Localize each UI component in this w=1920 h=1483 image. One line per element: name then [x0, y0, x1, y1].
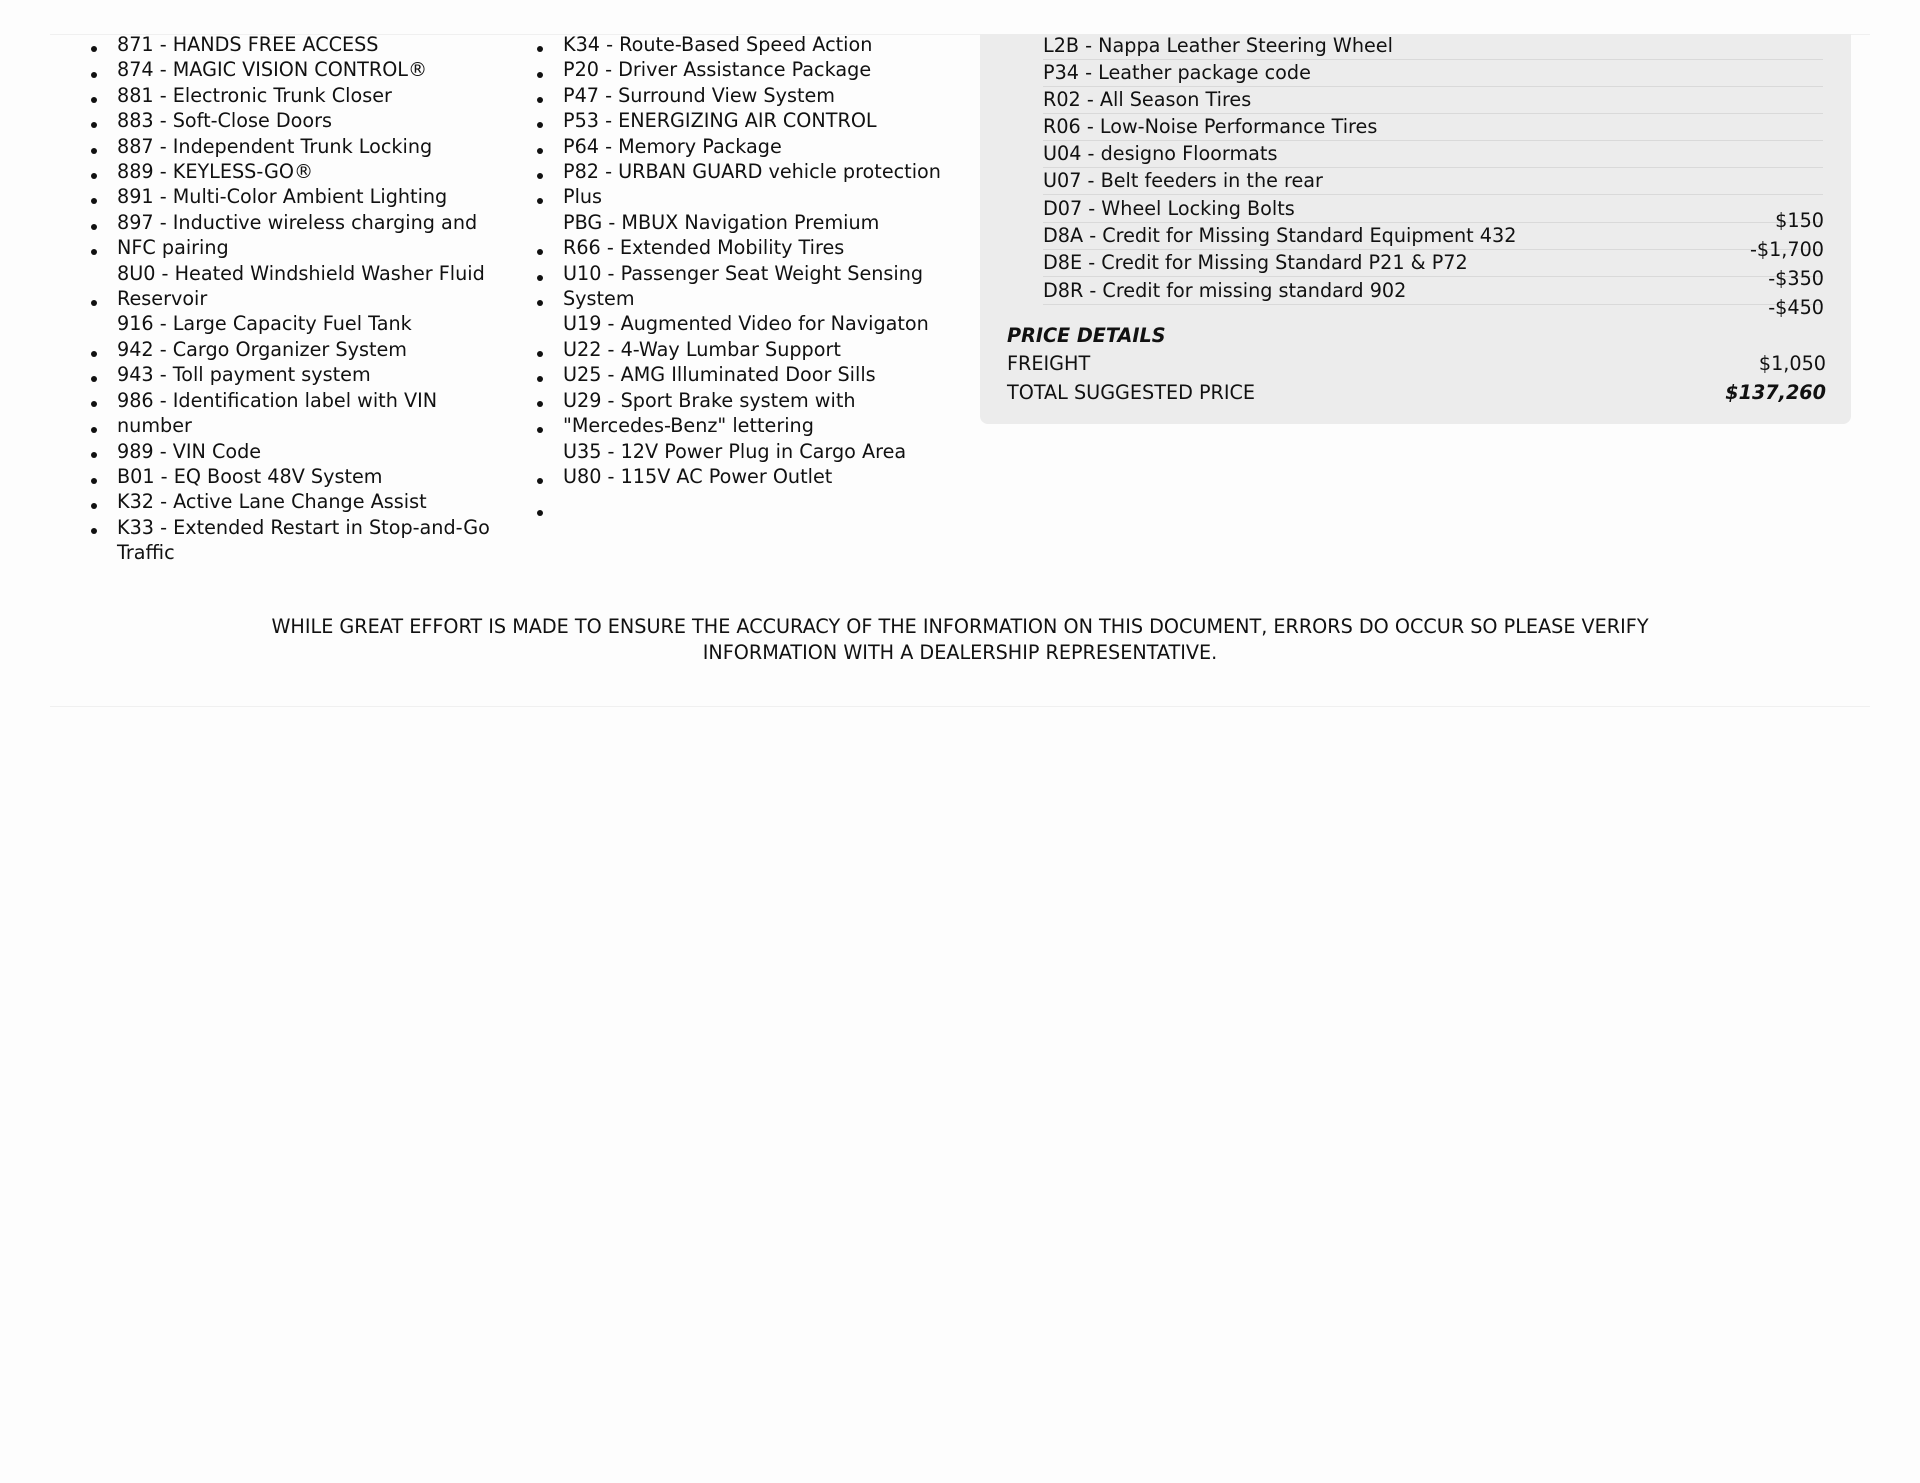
bullet-icon: [537, 275, 543, 281]
price-option-row: R06 - Low-Noise Performance Tires: [1043, 113, 1823, 141]
bullet-icon: [537, 46, 543, 52]
freight-row: [1007, 350, 1826, 378]
option-item: 891 - Multi-Color Ambient Lighting: [117, 185, 448, 209]
bullet-icon: [91, 173, 97, 179]
total-price-value: $137,260: [1725, 381, 1826, 404]
option-item: U29 - Sport Brake system with "Mercedes-Benz" lettering: [563, 388, 856, 438]
total-price-label: TOTAL SUGGESTED PRICE: [1007, 381, 1256, 404]
total-price-row: [1007, 379, 1826, 407]
bullet-icon: [91, 46, 97, 52]
bullet-icon: [537, 249, 543, 255]
disclaimer-line-2: INFORMATION WITH A DEALERSHIP REPRESENTATIVE.: [702, 640, 1218, 664]
options-list-col2: [563, 32, 956, 489]
disclaimer-line-1: WHILE GREAT EFFORT IS MADE TO ENSURE THE ACCURACY OF THE INFORMATION ON THIS DOCUMENT, ERRORS DO OCCUR SO PLEASE VERIFY: [271, 615, 1649, 638]
option-item: 989 - VIN Code: [117, 439, 262, 463]
bullet-icon: [91, 249, 97, 255]
bullet-icon: [537, 300, 543, 306]
option-item: P20 - Driver Assistance Package: [563, 58, 872, 82]
bullet-icon: [91, 97, 97, 103]
bullet-icon: [537, 401, 543, 407]
bullet-icon: [91, 528, 97, 534]
freight-value: $1,050: [1758, 352, 1826, 375]
bullet-icon: [537, 148, 543, 154]
price-details-title: PRICE DETAILS: [1007, 324, 1166, 347]
price-value: -$450: [1768, 296, 1824, 319]
bottom-divider: [50, 706, 1870, 707]
price-option-row: U07 - Belt feeders in the rear: [1043, 167, 1823, 195]
price-option-row: R02 - All Season Tires: [1043, 86, 1823, 114]
bullet-icon: [537, 478, 543, 484]
bullet-icon: [91, 148, 97, 154]
price-option-row: D8A - Credit for Missing Standard Equipment 432: [1043, 222, 1823, 250]
options-list-col1: [117, 32, 510, 566]
option-item: P47 - Surround View System: [563, 83, 835, 107]
option-item: P82 - URBAN GUARD vehicle protection Plus: [563, 160, 941, 209]
option-item: U35 - 12V Power Plug in Cargo Area: [563, 439, 907, 463]
option-item: 943 - Toll payment system: [117, 363, 371, 387]
bullet-icon: [537, 97, 543, 103]
option-item: P53 - ENERGIZING AIR CONTROL: [563, 109, 877, 133]
option-item: R66 - Extended Mobility Tires: [563, 236, 845, 260]
option-item: 986 - Identification label with VIN number: [117, 388, 438, 438]
option-item: B01 - EQ Boost 48V System: [117, 464, 383, 488]
option-item: 883 - Soft-Close Doors: [117, 109, 333, 133]
option-item: 889 - KEYLESS-GO®: [117, 160, 314, 184]
option-item: 874 - MAGIC VISION CONTROL®: [117, 58, 428, 82]
price-option-row: L2B - Nappa Leather Steering Wheel: [1043, 32, 1823, 60]
bullet-icon: [91, 351, 97, 357]
option-item: U10 - Passenger Seat Weight Sensing System: [563, 261, 924, 311]
bullet-icon: [91, 401, 97, 407]
price-option-row: D07 - Wheel Locking Bolts: [1043, 195, 1823, 223]
bullet-icon: [91, 224, 97, 230]
option-item: U80 - 115V AC Power Outlet: [563, 464, 833, 488]
bullet-icon: [91, 300, 97, 306]
option-item: 916 - Large Capacity Fuel Tank: [117, 312, 412, 336]
price-value: $150: [1775, 209, 1824, 232]
bullet-icon: [91, 503, 97, 509]
bullet-icon: [537, 173, 543, 179]
bullet-icon: [91, 376, 97, 382]
price-option-row: D8R - Credit for missing standard 902: [1043, 277, 1823, 305]
option-item: 881 - Electronic Trunk Closer: [117, 83, 392, 107]
option-item: 8U0 - Heated Windshield Washer Fluid Reservoir: [117, 261, 485, 311]
price-option-row: D8E - Credit for Missing Standard P21 & P72: [1043, 249, 1823, 277]
option-item: K34 - Route-Based Speed Action: [563, 33, 873, 56]
bullet-icon: [91, 427, 97, 433]
price-option-row: U04 - designo Floormats: [1043, 140, 1823, 168]
option-item: 942 - Cargo Organizer System: [117, 337, 407, 361]
bullet-icon: [91, 478, 97, 484]
bullet-icon: [91, 122, 97, 128]
price-value: -$1,700: [1749, 238, 1824, 261]
option-item: K32 - Active Lane Change Assist: [117, 490, 427, 514]
option-item: 871 - HANDS FREE ACCESS: [117, 33, 379, 56]
bullet-icon: [537, 427, 543, 433]
bullet-icon: [537, 122, 543, 128]
option-item: 887 - Independent Trunk Locking: [117, 134, 433, 158]
bullet-icon: [91, 198, 97, 204]
option-item: U19 - Augmented Video for Navigaton: [563, 312, 929, 336]
option-item: U22 - 4-Way Lumbar Support: [563, 337, 841, 361]
bullet-icon: [91, 452, 97, 458]
bullet-icon: [537, 376, 543, 382]
freight-label: FREIGHT: [1007, 352, 1091, 375]
bullet-icon: [537, 510, 543, 516]
bullet-icon: [91, 72, 97, 78]
option-item: 897 - Inductive wireless charging and NFC pairing: [117, 210, 478, 260]
price-option-row: P34 - Leather package code: [1043, 59, 1823, 87]
option-item: P64 - Memory Package: [563, 134, 782, 158]
option-item: PBG - MBUX Navigation Premium: [563, 210, 880, 234]
disclaimer: [230, 614, 1690, 665]
option-item: U25 - AMG Illuminated Door Sills: [563, 363, 876, 387]
bullet-icon: [537, 198, 543, 204]
bullet-icon: [537, 72, 543, 78]
price-value: -$350: [1768, 267, 1824, 290]
bullet-icon: [537, 351, 543, 357]
option-item: K33 - Extended Restart in Stop-and-Go Traffic: [117, 515, 490, 565]
